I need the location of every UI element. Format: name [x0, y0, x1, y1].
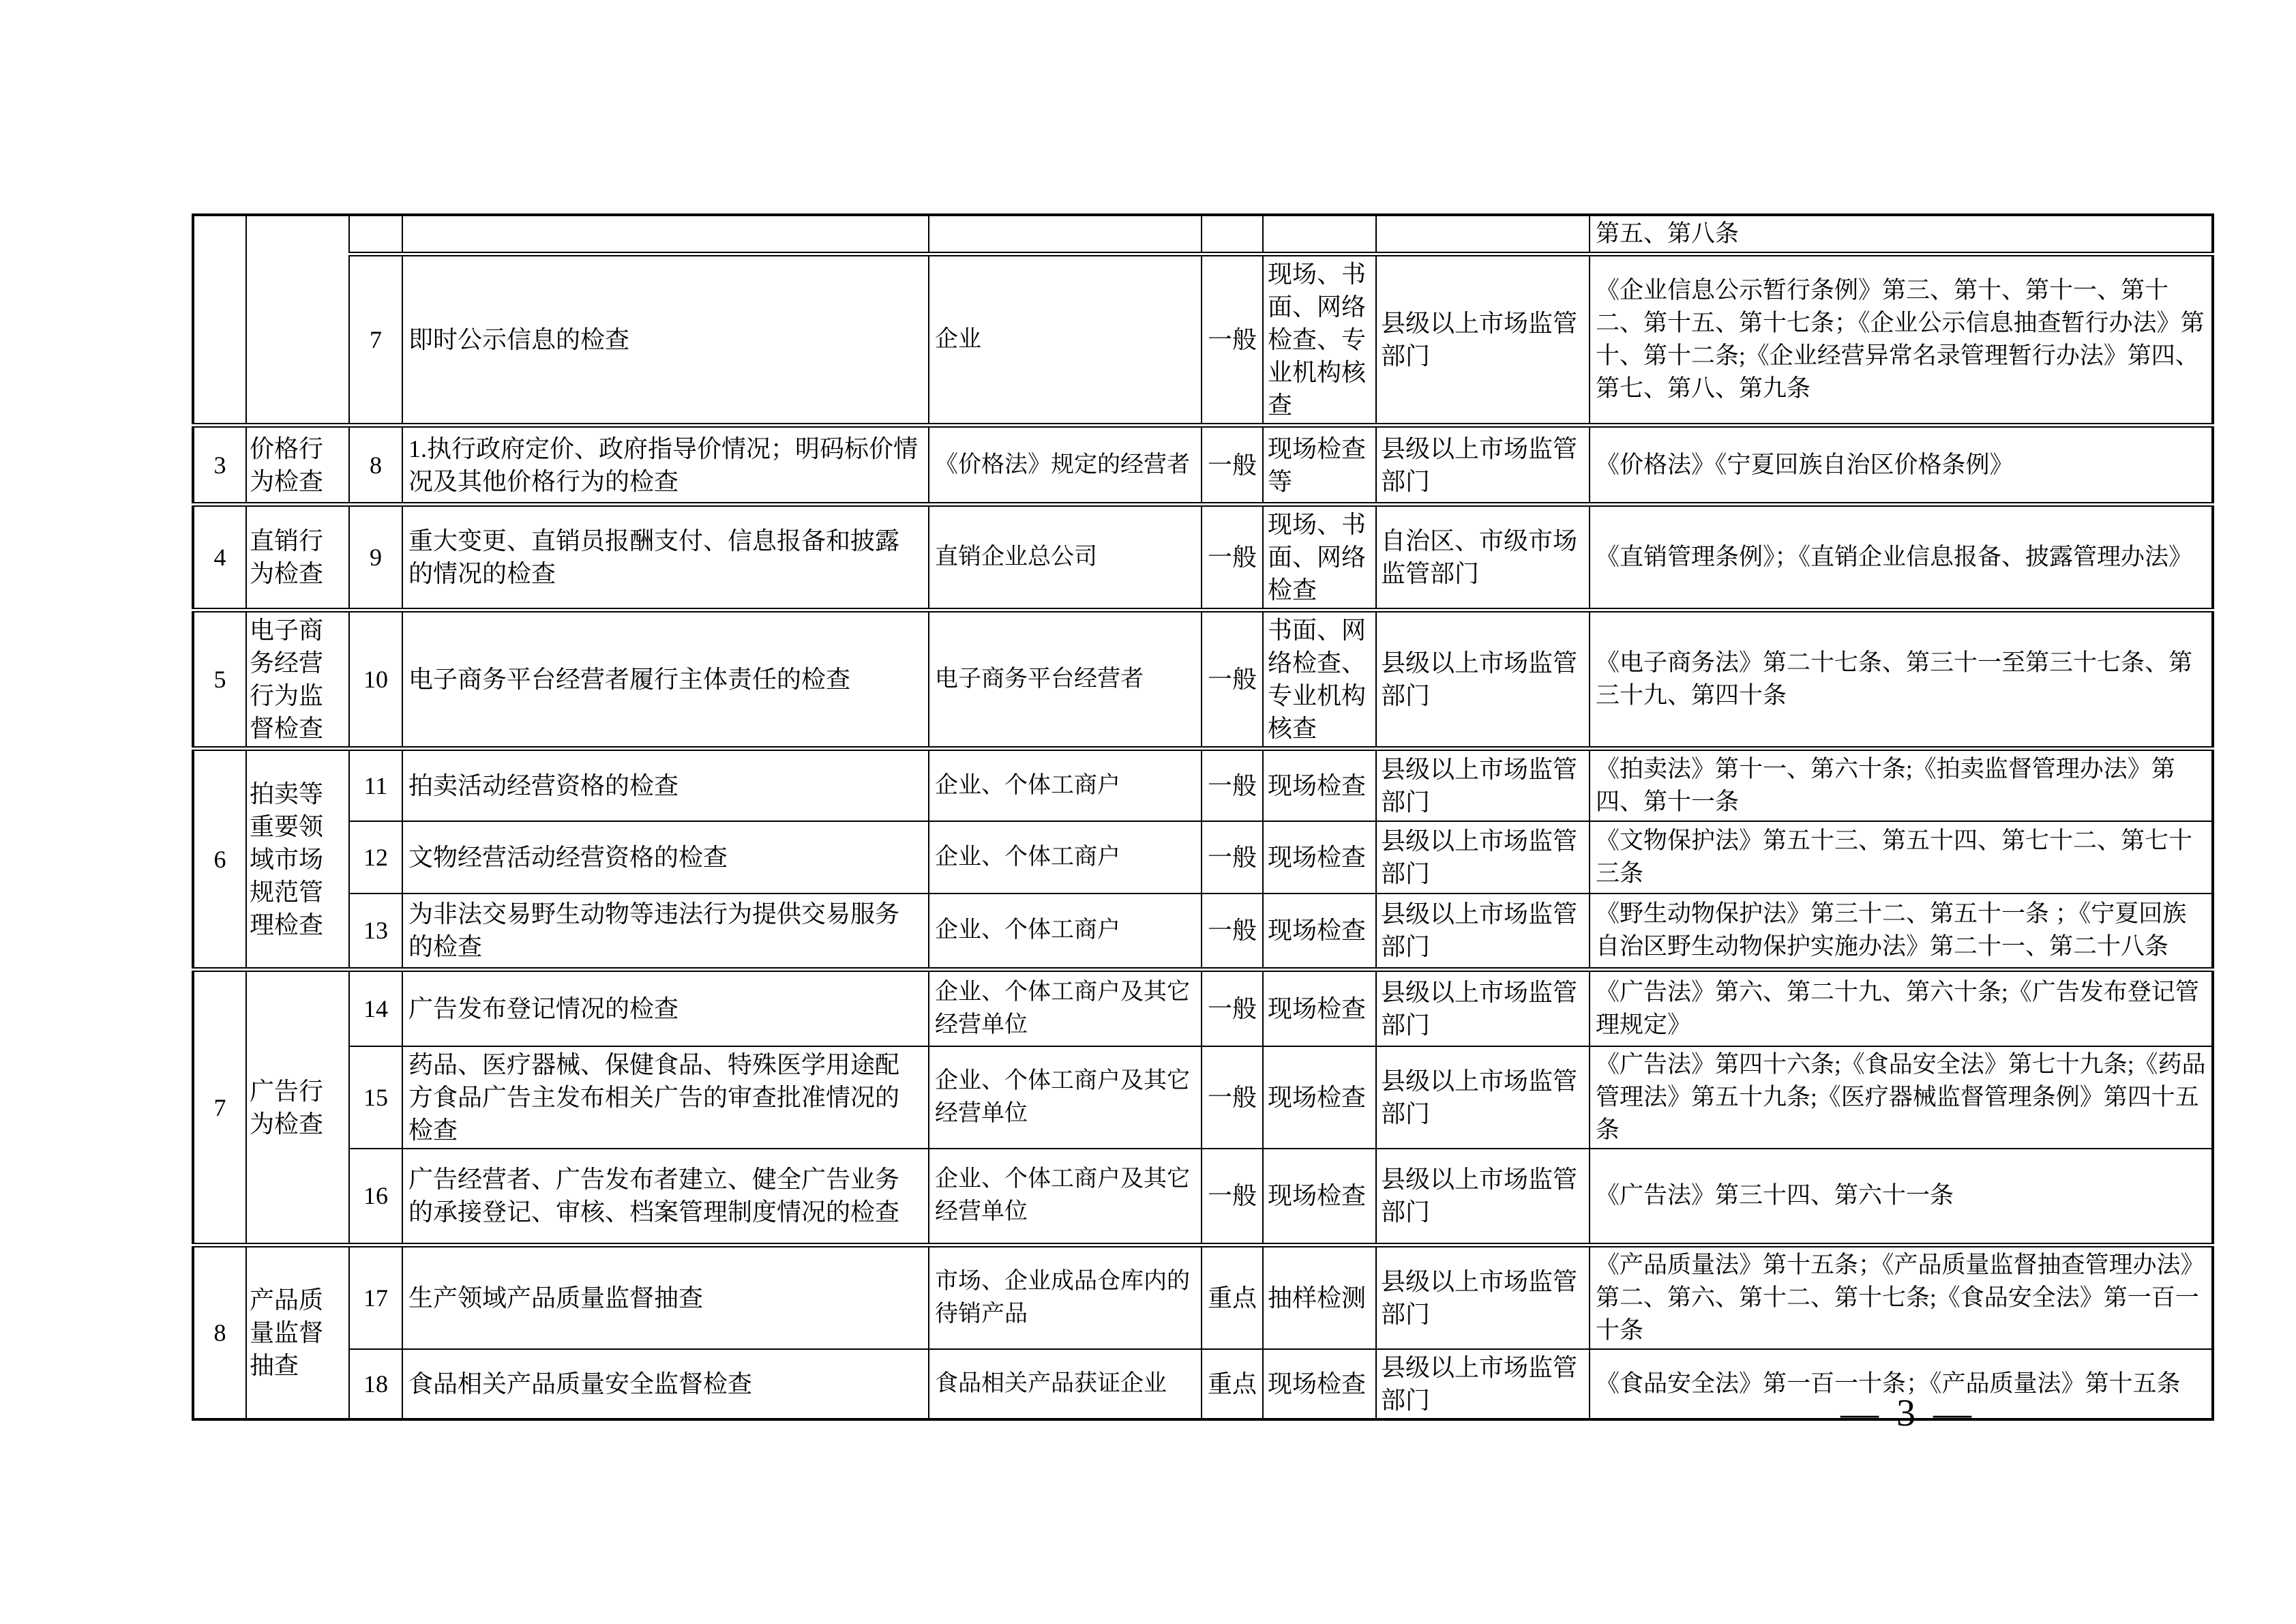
- cell-group-category: 产品质量监督抽查: [246, 1245, 349, 1420]
- cell-item-no: 8: [349, 426, 402, 505]
- cell-target: 《价格法》规定的经营者: [929, 426, 1202, 505]
- cell-item-no: 13: [349, 894, 402, 970]
- cell-group-category: 电子商务经营行为监督检查: [246, 610, 349, 749]
- cell-level: 一般: [1202, 1046, 1263, 1149]
- cell-item-no: 15: [349, 1046, 402, 1149]
- cell-level: 一般: [1202, 1149, 1263, 1245]
- cell-department: 县级以上市场监管部门: [1376, 610, 1590, 749]
- cell-item-no: 11: [349, 749, 402, 821]
- cell-target: 企业、个体工商户及其它经营单位: [929, 1149, 1202, 1245]
- cell-target: 电子商务平台经营者: [929, 610, 1202, 749]
- cell-item: 文物经营活动经营资格的检查: [402, 821, 929, 894]
- cell-level: 重点: [1202, 1245, 1263, 1350]
- cell-item-no: 12: [349, 821, 402, 894]
- document-page: [192, 213, 2214, 1421]
- cell-group-serial: 5: [193, 610, 246, 749]
- cell-item: 1.执行政府定价、政府指导价情况；明码标价情况及其他价格行为的检查: [402, 426, 929, 505]
- cell-item: 广告经营者、广告发布者建立、健全广告业务的承接登记、审核、档案管理制度情况的检查: [402, 1149, 929, 1245]
- cell-basis: 《广告法》第三十四、第六十一条: [1590, 1149, 2213, 1245]
- cell-basis: 《野生动物保护法》第三十二、第五十一条 ；《宁夏回族自治区野生动物保护实施办法》第二十一、第二十八条: [1590, 894, 2213, 970]
- cell-basis: 《企业信息公示暂行条例》第三、第十、第十一、第十二、第十五、第十七条；《企业公示信息抽查暂行办法》第十、第十二条;《企业经营异常名录管理暂行办法》第四、第七、第八、第九条: [1590, 254, 2213, 426]
- cell-department: 自治区、市级市场监管部门: [1376, 505, 1590, 610]
- cell-department: 县级以上市场监管部门: [1376, 1245, 1590, 1350]
- table-row: [193, 1046, 2213, 1149]
- table-row: [193, 1149, 2213, 1245]
- cell-basis: 第五、第八条: [1590, 215, 2213, 254]
- cell-target: 直销企业总公司: [929, 505, 1202, 610]
- cell-basis: 《产品质量法》第十五条；《产品质量监督抽查管理办法》第二、第六、第十二、第十七条;《食品安全法》第一百一十条: [1590, 1245, 2213, 1350]
- cell-level: 一般: [1202, 426, 1263, 505]
- cell-basis: 《广告法》第六、第二十九、第六十条;《广告发布登记管理规定》: [1590, 970, 2213, 1046]
- cell-department: 县级以上市场监管部门: [1376, 1349, 1590, 1419]
- cell-level: 一般: [1202, 970, 1263, 1046]
- cell-department: 县级以上市场监管部门: [1376, 749, 1590, 821]
- cell-method: 现场检查: [1263, 821, 1376, 894]
- cell-item: [402, 215, 929, 254]
- cell-method: 现场检查: [1263, 1046, 1376, 1149]
- page-number: — 3 —: [1840, 1392, 1976, 1434]
- cell-level: 一般: [1202, 610, 1263, 749]
- cell-item-no: 16: [349, 1149, 402, 1245]
- cell-method: 现场、书面、网络检查、专业机构核查: [1263, 254, 1376, 426]
- cell-level: 重点: [1202, 1349, 1263, 1419]
- cell-target: 企业: [929, 254, 1202, 426]
- cell-group-category: 拍卖等重要领域市场规范管理检查: [246, 749, 349, 970]
- cell-group-serial: 4: [193, 505, 246, 610]
- cell-group-serial: 8: [193, 1245, 246, 1420]
- cell-group-category: 直销行为检查: [246, 505, 349, 610]
- cell-method: [1263, 215, 1376, 254]
- cell-item-no: [349, 215, 402, 254]
- cell-target: 市场、企业成品仓库内的待销产品: [929, 1245, 1202, 1350]
- cell-item: 生产领域产品质量监督抽查: [402, 1245, 929, 1350]
- cell-item-no: 18: [349, 1349, 402, 1419]
- cell-target: 企业、个体工商户及其它经营单位: [929, 970, 1202, 1046]
- cell-item: 拍卖活动经营资格的检查: [402, 749, 929, 821]
- cell-target: 企业、个体工商户: [929, 821, 1202, 894]
- cell-method: 书面、网络检查、专业机构核查: [1263, 610, 1376, 749]
- cell-level: 一般: [1202, 505, 1263, 610]
- cell-item-no: 10: [349, 610, 402, 749]
- cell-group-serial: [193, 215, 246, 426]
- cell-basis: 《广告法》第四十六条;《食品安全法》第七十九条;《药品管理法》第五十九条;《医疗器械监督管理条例》第四十五条: [1590, 1046, 2213, 1149]
- cell-level: 一般: [1202, 254, 1263, 426]
- cell-item: 药品、医疗器械、保健食品、特殊医学用途配方食品广告主发布相关广告的审查批准情况的检查: [402, 1046, 929, 1149]
- cell-target: 企业、个体工商户: [929, 749, 1202, 821]
- cell-basis: 《文物保护法》第五十三、第五十四、第七十二、第七十三条: [1590, 821, 2213, 894]
- cell-method: 现场检查: [1263, 749, 1376, 821]
- cell-method: 现场检查等: [1263, 426, 1376, 505]
- cell-target: 食品相关产品获证企业: [929, 1349, 1202, 1419]
- cell-item: 重大变更、直销员报酬支付、信息报备和披露的情况的检查: [402, 505, 929, 610]
- cell-item: 电子商务平台经营者履行主体责任的检查: [402, 610, 929, 749]
- cell-item-no: 7: [349, 254, 402, 426]
- cell-item: 广告发布登记情况的检查: [402, 970, 929, 1046]
- table-row: [193, 426, 2213, 505]
- cell-department: 县级以上市场监管部门: [1376, 970, 1590, 1046]
- cell-target: 企业、个体工商户及其它经营单位: [929, 1046, 1202, 1149]
- cell-level: 一般: [1202, 821, 1263, 894]
- cell-method: 现场检查: [1263, 1149, 1376, 1245]
- cell-level: 一般: [1202, 749, 1263, 821]
- cell-item: 食品相关产品质量安全监督检查: [402, 1349, 929, 1419]
- cell-department: 县级以上市场监管部门: [1376, 254, 1590, 426]
- inspection-items-table: [192, 213, 2214, 1421]
- cell-basis: 《拍卖法》第十一、第六十条;《拍卖监督管理办法》第四、第十一条: [1590, 749, 2213, 821]
- cell-item-no: 14: [349, 970, 402, 1046]
- cell-target: 企业、个体工商户: [929, 894, 1202, 970]
- cell-department: 县级以上市场监管部门: [1376, 894, 1590, 970]
- table-row: [193, 894, 2213, 970]
- cell-item: 即时公示信息的检查: [402, 254, 929, 426]
- cell-item-no: 17: [349, 1245, 402, 1350]
- cell-department: 县级以上市场监管部门: [1376, 426, 1590, 505]
- cell-method: 现场、书面、网络检查: [1263, 505, 1376, 610]
- cell-item-no: 9: [349, 505, 402, 610]
- cell-level: [1202, 215, 1263, 254]
- inspection-table-body: [193, 215, 2213, 1419]
- cell-basis: 《直销管理条例》；《直销企业信息报备、披露管理办法》: [1590, 505, 2213, 610]
- table-row: [193, 821, 2213, 894]
- cell-group-category: [246, 215, 349, 426]
- cell-department: 县级以上市场监管部门: [1376, 1046, 1590, 1149]
- cell-department: [1376, 215, 1590, 254]
- cell-method: 现场检查: [1263, 970, 1376, 1046]
- cell-method: 现场检查: [1263, 1349, 1376, 1419]
- cell-department: 县级以上市场监管部门: [1376, 821, 1590, 894]
- cell-group-serial: 6: [193, 749, 246, 970]
- table-row: [193, 505, 2213, 610]
- cell-department: 县级以上市场监管部门: [1376, 1149, 1590, 1245]
- table-row: [193, 1245, 2213, 1350]
- table-row: [193, 215, 2213, 254]
- table-row: [193, 749, 2213, 821]
- cell-method: 现场检查: [1263, 894, 1376, 970]
- table-row: [193, 610, 2213, 749]
- cell-group-serial: 7: [193, 970, 246, 1245]
- cell-basis: 《电子商务法》第二十七条、第三十一至第三十七条、第三十九、第四十条: [1590, 610, 2213, 749]
- cell-target: [929, 215, 1202, 254]
- cell-group-serial: 3: [193, 426, 246, 505]
- cell-group-category: 价格行为检查: [246, 426, 349, 505]
- cell-item: 为非法交易野生动物等违法行为提供交易服务的检查: [402, 894, 929, 970]
- cell-basis: 《食品安全法》第一百一十条；《产品质量法》第十五条: [1590, 1349, 2213, 1419]
- cell-group-category: 广告行为检查: [246, 970, 349, 1245]
- table-row: [193, 970, 2213, 1046]
- cell-level: 一般: [1202, 894, 1263, 970]
- cell-basis: 《价格法》《宁夏回族自治区价格条例》: [1590, 426, 2213, 505]
- table-row: [193, 254, 2213, 426]
- cell-method: 抽样检测: [1263, 1245, 1376, 1350]
